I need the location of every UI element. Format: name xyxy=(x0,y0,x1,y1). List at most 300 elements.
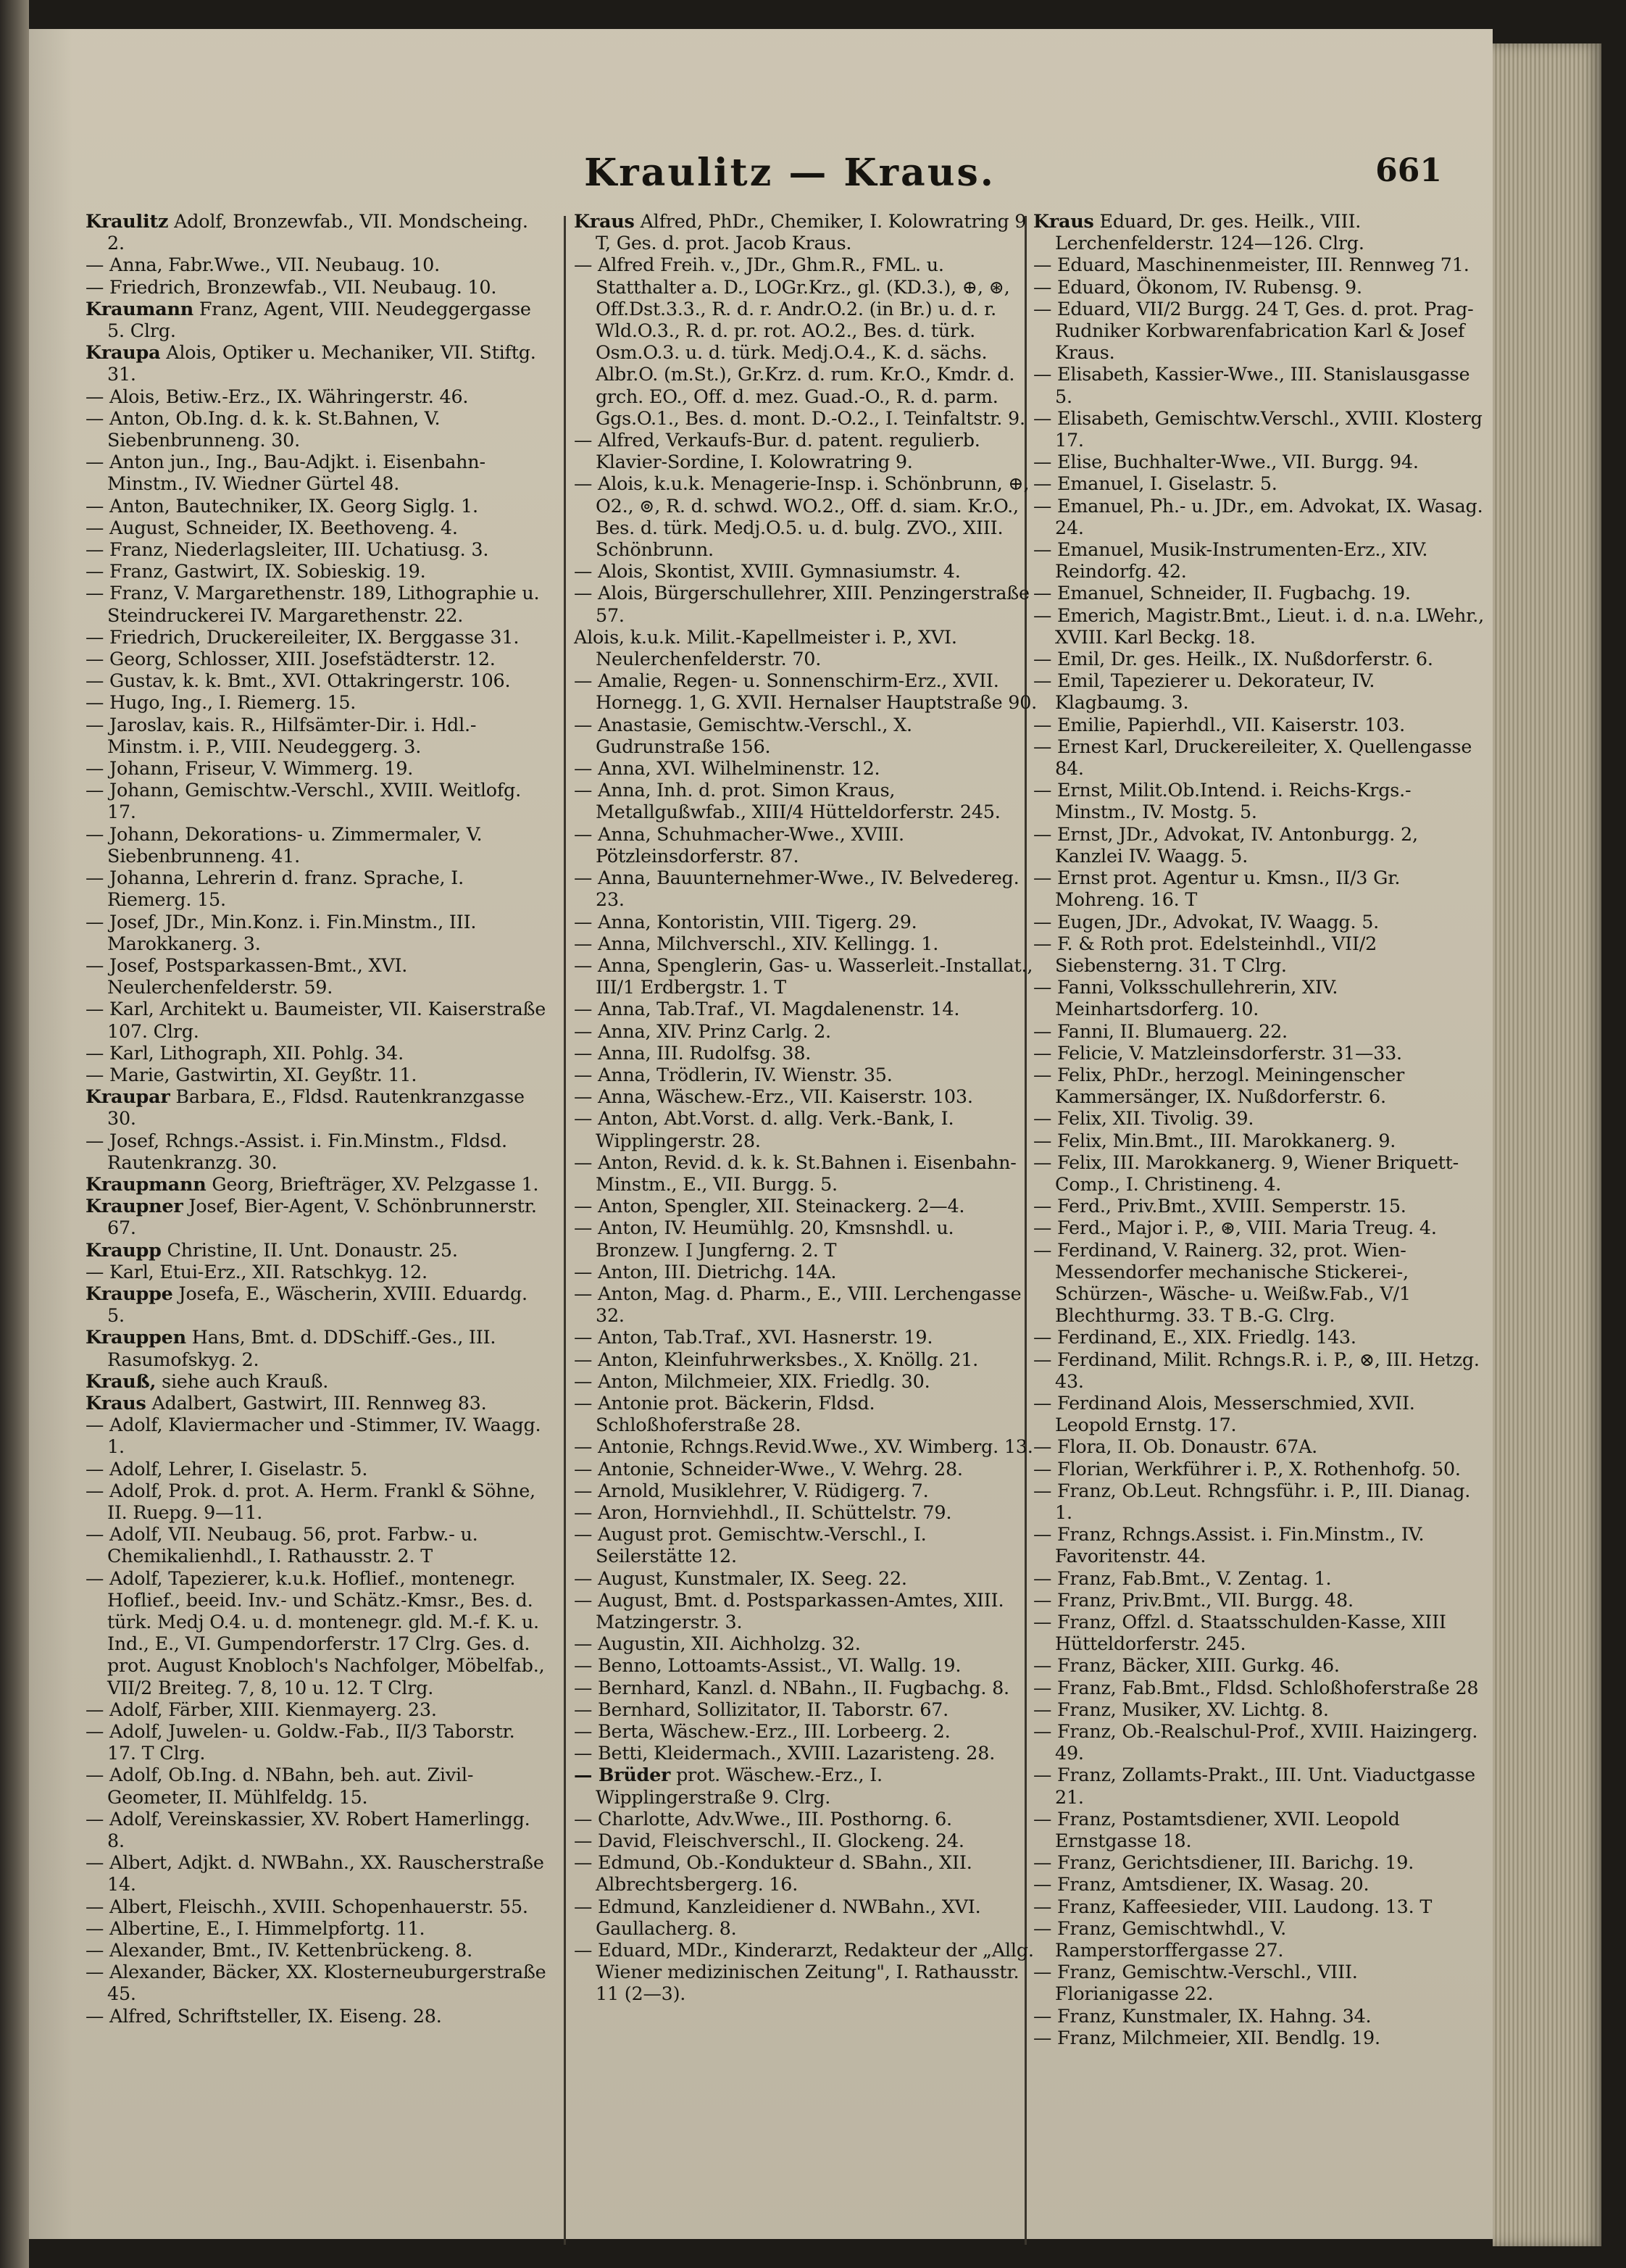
entry-text: — Ferd., Priv.Bmt., XVIII. Semperstr. 15. xyxy=(1033,1195,1406,1217)
directory-entry xyxy=(86,1917,549,1939)
entry-text: — Aron, Hornviehhdl., II. Schüttelstr. 79. xyxy=(574,1501,952,1523)
directory-entry xyxy=(86,1064,549,1085)
directory-entry xyxy=(86,451,549,494)
entry-text: — Edmund, Ob.-Kondukteur d. SBahn., XII. Albrechtsbergerg. 16. xyxy=(574,1851,972,1896)
entry-surname: Krauppen xyxy=(86,1326,186,1348)
entry-text: — Franz, Postamtsdiener, XVII. Leopold Ernstgasse 18. xyxy=(1033,1807,1400,1852)
directory-entry xyxy=(574,210,1038,254)
entry-text: — Emanuel, Ph.- u. JDr., em. Advokat, IX. Wasag. 24. xyxy=(1033,494,1483,538)
directory-entry xyxy=(574,911,1038,933)
directory-entry xyxy=(86,1283,549,1326)
entry-text: — Gustav, k. k. Bmt., XVI. Ottakringerstr. 106. xyxy=(86,670,511,692)
entry-text: — Franz, Offzl. d. Staatsschulden-Kasse, XIII Hütteldorferstr. 245. xyxy=(1033,1611,1446,1655)
directory-entry xyxy=(574,998,1038,1020)
directory-entry xyxy=(1033,582,1485,604)
book-gutter xyxy=(0,0,29,2268)
entry-text: Adalbert, Gastwirt, III. Rennweg 83. xyxy=(146,1391,487,1414)
entry-text: — Johann, Gemischtw.-Verschl., XVIII. Weitlofg. 17. xyxy=(86,779,521,823)
entry-text: — Anton, Revid. d. k. k. St.Bahnen i. Eisenbahn-Minstm., E., VII. Burgg. 5. xyxy=(574,1151,1017,1195)
entry-text: — Adolf, Klaviermacher und -Stimmer, IV. Waagg. 1. xyxy=(86,1414,541,1458)
directory-column-3 xyxy=(1033,210,1485,2048)
entry-text: — Jaroslav, kais. R., Hilfsämter-Dir. i. Hdl.-Minstm. i. P., VIII. Neudeggerg. 3. xyxy=(86,713,477,757)
entry-text: — Ferdinand, E., XIX. Friedlg. 143. xyxy=(1033,1326,1356,1348)
directory-entry xyxy=(574,1042,1038,1064)
directory-entry xyxy=(574,757,1038,779)
entry-text: — Anastasie, Gemischtw.-Verschl., X. Gudrunstraße 156. xyxy=(574,713,912,757)
directory-entry xyxy=(574,254,1038,429)
entry-text: — Anton, IV. Heumühlg. 20, Kmsnshdl. u. Bronzew. I Jungferng. 2. T xyxy=(574,1217,954,1261)
entry-text: — Franz, V. Margarethenstr. 189, Lithographie u. Steindruckerei IV. Margarethenstr. 22. xyxy=(86,582,540,626)
directory-entry xyxy=(1033,254,1485,275)
directory-entry xyxy=(86,1195,549,1238)
entry-text: — Franz, Gemischtw.-Verschl., VIII. Florianigasse 22. xyxy=(1033,1961,1358,2005)
directory-entry xyxy=(1033,2005,1485,2027)
directory-entry xyxy=(574,1107,1038,1151)
entry-text: — Anton, Bautechniker, IX. Georg Siglg. 1. xyxy=(86,494,478,517)
directory-entry xyxy=(1033,1917,1485,1961)
entry-text: — Anna, Kontoristin, VIII. Tigerg. 29. xyxy=(574,910,917,933)
directory-entry xyxy=(1033,1392,1485,1435)
directory-entry xyxy=(86,691,549,713)
directory-entry xyxy=(86,714,549,757)
entry-text: — Anna, Inh. d. prot. Simon Kraus, Metallgußwfab., XIII/4 Hütteldorferstr. 245. xyxy=(574,779,1001,823)
entry-text: — Emanuel, I. Giselastr. 5. xyxy=(1033,472,1277,495)
entry-text: — Georg, Schlosser, XIII. Josefstädterstr. 12. xyxy=(86,648,496,670)
directory-entry xyxy=(86,538,549,560)
entry-text: — Anna, Spenglerin, Gas- u. Wasserleit.-Installat., III/1 Erdbergstr. 1. T xyxy=(574,954,1033,998)
entry-text: — Franz, Gemischtwhdl., V. Ramperstorffergasse 27. xyxy=(1033,1917,1286,1961)
entry-text: — Alois, Skontist, XVIII. Gymnasiumstr. 4. xyxy=(574,560,961,583)
directory-entry xyxy=(574,1742,1038,1764)
directory-entry xyxy=(86,911,549,954)
directory-entry xyxy=(1033,1589,1485,1611)
entry-text: — Anton, Abt.Vorst. d. allg. Verk.-Bank, I. Wipplingerstr. 28. xyxy=(574,1107,954,1151)
entry-text: — Felicie, V. Matzleinsdorferstr. 31—33. xyxy=(1033,1041,1402,1064)
entry-text: — Alexander, Bmt., IV. Kettenbrückeng. 8. xyxy=(86,1939,472,1961)
directory-entry xyxy=(1033,867,1485,910)
directory-entry xyxy=(86,626,549,648)
entry-text: — Adolf, Ob.Ing. d. NBahn, beh. aut. Zivil-Geometer, II. Mühlfeldg. 15. xyxy=(86,1764,474,1808)
directory-entry xyxy=(86,560,549,582)
page-number: 661 xyxy=(1375,152,1442,189)
entry-text: — Antonie, Schneider-Wwe., V. Wehrg. 28. xyxy=(574,1457,963,1480)
entry-text: — Anton, Tab.Traf., XVI. Hasnerstr. 19. xyxy=(574,1326,933,1348)
directory-entry xyxy=(86,298,549,341)
directory-entry xyxy=(1033,1107,1485,1129)
entry-text: — Adolf, Prok. d. prot. A. Herm. Frankl & Söhne, II. Ruepg. 9—11. xyxy=(86,1479,535,1523)
directory-entry xyxy=(86,582,549,625)
directory-entry xyxy=(1033,1326,1485,1348)
directory-entry xyxy=(86,1523,549,1567)
directory-entry xyxy=(86,1567,549,1698)
directory-entry xyxy=(86,254,549,275)
entry-text: — Bernhard, Sollizitator, II. Taborstr. 67. xyxy=(574,1698,949,1720)
directory-entry xyxy=(574,1435,1038,1457)
entry-text: — August prot. Gemischtw.-Verschl., I. Seilerstätte 12. xyxy=(574,1523,927,1567)
entry-surname: Kraus xyxy=(86,1391,146,1414)
entry-text: — Augustin, XII. Aichholzg. 32. xyxy=(574,1633,861,1655)
entry-text: — Anna, XIV. Prinz Carlg. 2. xyxy=(574,1020,831,1042)
directory-entry xyxy=(86,998,549,1041)
directory-entry xyxy=(574,1020,1038,1042)
directory-entry xyxy=(1033,933,1485,976)
entry-text: — Albert, Adjkt. d. NWBahn., XX. Rauscherstraße 14. xyxy=(86,1851,544,1896)
entry-text: — Eduard, Maschinenmeister, III. Rennweg 71. xyxy=(1033,254,1469,276)
entry-text: — Berta, Wäschew.-Erz., III. Lorbeerg. 2. xyxy=(574,1720,951,1743)
directory-entry xyxy=(1033,1195,1485,1217)
directory-entry xyxy=(1033,2027,1485,2048)
entry-text: — Franz, Niederlagsleiter, III. Uchatiusg. 3. xyxy=(86,538,489,561)
entry-text: — Alfred, Schriftsteller, IX. Eiseng. 28. xyxy=(86,2004,442,2027)
entry-text: — Anna, Wäschew.-Erz., VII. Kaiserstr. 103. xyxy=(574,1085,973,1108)
entry-text: — Emanuel, Musik-Instrumenten-Erz., XIV. Reindorfg. 42. xyxy=(1033,538,1428,583)
entry-text: — Elise, Buchhalter-Wwe., VII. Burgg. 94. xyxy=(1033,451,1419,473)
entry-text: — Eduard, VII/2 Burgg. 24 T, Ges. d. prot. Prag-Rudniker Korbwarenfabrication Karl & Josef Kraus. xyxy=(1033,297,1474,364)
directory-entry xyxy=(574,714,1038,757)
directory-entry xyxy=(86,954,549,998)
entry-text: — Charlotte, Adv.Wwe., III. Posthorng. 6. xyxy=(574,1807,952,1830)
entry-text: Barbara, E., Fldsd. Rautenkranzgasse 30. xyxy=(107,1085,525,1130)
directory-entry xyxy=(86,1764,549,1807)
directory-entry xyxy=(86,210,549,254)
directory-entry xyxy=(574,1151,1038,1195)
entry-text: — Franz, Musiker, XV. Lichtg. 8. xyxy=(1033,1698,1329,1720)
directory-entry xyxy=(1033,1808,1485,1851)
directory-entry xyxy=(86,1414,549,1457)
directory-entry xyxy=(574,472,1038,560)
entry-surname: — Brüder xyxy=(574,1764,671,1786)
entry-text: — Felix, XII. Tivolig. 39. xyxy=(1033,1107,1254,1130)
directory-entry xyxy=(1033,1239,1485,1327)
entry-text: — Antonie, Rchngs.Revid.Wwe., XV. Wimberg. 13. xyxy=(574,1435,1033,1458)
entry-text: — Ernst prot. Agentur u. Kmsn., II/3 Gr. Mohreng. 16. T xyxy=(1033,867,1401,911)
directory-entry xyxy=(86,1808,549,1851)
directory-entry xyxy=(1033,1064,1485,1107)
entry-text: — Adolf, Juwelen- u. Goldw.-Fab., II/3 Taborstr. 17. T Clrg. xyxy=(86,1720,515,1764)
directory-entry xyxy=(1033,210,1485,254)
directory-entry xyxy=(574,1085,1038,1107)
directory-entry xyxy=(1033,1698,1485,1720)
entry-text: — Alois, k.u.k. Menagerie-Insp. i. Schönbrunn, ⊕, O2., ⊚, R. d. schwd. WO.2., Off. d. siam. Kr.O., Bes. d. türk. Medj.O.5. u. d. bulg. ZVO., XIII. Schönbrunn. xyxy=(574,472,1030,561)
entry-text: — Felix, Min.Bmt., III. Marokkanerg. 9. xyxy=(1033,1129,1396,1151)
entry-text: — Adolf, Vereinskassier, XV. Robert Hamerlingg. 8. xyxy=(86,1807,530,1852)
directory-entry xyxy=(574,779,1038,822)
entry-text: Adolf, Bronzewfab., VII. Mondscheing. 2. xyxy=(107,210,528,254)
entry-text: siehe auch Krauß. xyxy=(156,1369,329,1392)
directory-entry xyxy=(574,1896,1038,1939)
directory-entry xyxy=(86,757,549,779)
entry-text: — Ferdinand Alois, Messerschmied, XVII. Leopold Ernstg. 17. xyxy=(1033,1391,1415,1436)
entry-text: — Hugo, Ing., I. Riemerg. 15. xyxy=(86,691,357,714)
directory-entry xyxy=(1033,472,1485,494)
entry-surname: Kraulitz xyxy=(86,210,169,232)
directory-entry xyxy=(574,1523,1038,1567)
entry-surname: Kraumann xyxy=(86,297,193,320)
directory-entry xyxy=(574,1501,1038,1523)
directory-entry xyxy=(1033,1130,1485,1151)
directory-entry xyxy=(1033,495,1485,538)
entry-text: — Anton, Milchmeier, XIX. Friedlg. 30. xyxy=(574,1369,930,1392)
entry-text: — Anna, Fabr.Wwe., VII. Neubaug. 10. xyxy=(86,254,441,276)
entry-text: — August, Schneider, IX. Beethoveng. 4. xyxy=(86,516,458,538)
entry-text: — Franz, Amtsdiener, IX. Wasag. 20. xyxy=(1033,1873,1369,1896)
entry-text: — Elisabeth, Kassier-Wwe., III. Stanislausgasse 5. xyxy=(1033,363,1470,407)
directory-entry xyxy=(574,1633,1038,1654)
directory-entry xyxy=(86,1480,549,1523)
entry-text: — Franz, Priv.Bmt., VII. Burgg. 48. xyxy=(1033,1588,1354,1611)
directory-entry xyxy=(574,1217,1038,1260)
directory-entry xyxy=(574,1283,1038,1326)
entry-text: — Anton, Spengler, XII. Steinackerg. 2—4. xyxy=(574,1195,965,1217)
directory-entry xyxy=(86,779,549,822)
directory-entry xyxy=(86,1458,549,1480)
entry-surname: Kraus xyxy=(1033,210,1094,232)
entry-text: — Eduard, MDr., Kinderarzt, Redakteur der „Allg. Wiener medizinischen Zeitung", I. Rathausstr. 11 (2—3). xyxy=(574,1939,1034,2005)
entry-text: — Johann, Dekorations- u. Zimmermaler, V. Siebenbrunneng. 41. xyxy=(86,822,483,867)
directory-entry xyxy=(574,954,1038,998)
entry-surname: Kraus xyxy=(574,210,635,232)
entry-text: — Franz, Gastwirt, IX. Sobieskig. 19. xyxy=(86,560,426,583)
directory-entry xyxy=(1033,1217,1485,1238)
directory-entry xyxy=(574,1458,1038,1480)
entry-surname: Kraupar xyxy=(86,1085,170,1108)
entry-text: — Felix, III. Marokkanerg. 9, Wiener Briquett-Comp., I. Christineng. 4. xyxy=(1033,1151,1459,1195)
entry-text: Eduard, Dr. ges. Heilk., VIII. Lerchenfelderstr. 124—126. Clrg. xyxy=(1055,210,1364,254)
directory-entry xyxy=(1033,1480,1485,1523)
directory-entry xyxy=(86,823,549,867)
directory-entry xyxy=(86,1939,549,1961)
entry-text: — Karl, Lithograph, XII. Pohlg. 34. xyxy=(86,1041,404,1064)
directory-column-1 xyxy=(86,210,549,2027)
directory-entry xyxy=(86,517,549,538)
entry-text: — Emil, Dr. ges. Heilk., IX. Nußdorferstr. 6. xyxy=(1033,648,1433,670)
entry-text: — Eugen, JDr., Advokat, IV. Waagg. 5. xyxy=(1033,910,1380,933)
entry-text: — Adolf, Tapezierer, k.u.k. Hoflief., montenegr. Hoflief., beeid. Inv.- und Schätz.-Kmsr., Bes. d. türk. Medj O.4. u. d. montenegr. gld. M.-f. K. u. Ind., E., VI. Gumpendorferstr. 17 Clrg. Ges. d. prot. August Knobloch's Nachfolger, Möbelfab., VII/2 Breiteg. 7, 8, 10 u. 12. T Clrg. xyxy=(86,1567,545,1698)
entry-text: — Friedrich, Bronzewfab., VII. Neubaug. 10. xyxy=(86,275,497,298)
entry-text: — Anna, Tab.Traf., VI. Magdalenenstr. 14. xyxy=(574,998,960,1020)
directory-entry xyxy=(1033,451,1485,472)
directory-entry xyxy=(86,1896,549,1917)
entry-text: — Albert, Fleischh., XVIII. Schopenhauerstr. 55. xyxy=(86,1895,528,1917)
entry-surname: Kraupa xyxy=(86,341,161,364)
directory-entry xyxy=(86,495,549,517)
entry-text: — Franz, Gerichtsdiener, III. Barichg. 19. xyxy=(1033,1851,1414,1874)
entry-text: — August, Bmt. d. Postsparkassen-Amtes, XIII. Matzingerstr. 3. xyxy=(574,1588,1004,1633)
directory-entry xyxy=(1033,823,1485,867)
directory-entry xyxy=(86,385,549,407)
directory-entry xyxy=(86,670,549,691)
page-header xyxy=(29,122,1493,195)
entry-text: — Amalie, Regen- u. Sonnenschirm-Erz., XVII. Hornegg. 1, G. XVII. Hernalser Hauptstraße 90. xyxy=(574,670,1038,714)
entry-text: — Adolf, Färber, XIII. Kienmayerg. 23. xyxy=(86,1698,437,1720)
directory-entry xyxy=(574,1764,1038,1807)
directory-entry xyxy=(574,1370,1038,1392)
directory-entry xyxy=(574,823,1038,867)
directory-entry xyxy=(86,1326,549,1369)
directory-entry xyxy=(574,1720,1038,1742)
directory-column-2 xyxy=(574,210,1038,2005)
entry-text: — Franz, Zollamts-Prakt., III. Unt. Viaductgasse 21. xyxy=(1033,1764,1475,1808)
directory-entry xyxy=(86,341,549,385)
entry-text: — Karl, Etui-Erz., XII. Ratschkyg. 12. xyxy=(86,1260,428,1283)
entry-text: — Josef, Rchngs.-Assist. i. Fin.Minstm., Fldsd. Rautenkranzg. 30. xyxy=(86,1129,507,1173)
column-divider xyxy=(564,216,566,2245)
entry-text: — Ferdinand, V. Rainerg. 32, prot. Wien-Messendorfer mechanische Stickerei-, Schürzen-, Wäsche- u. Weißw.Fab., V/1 Blechthurmg. 33. T B.-G. Clrg. xyxy=(1033,1238,1411,1327)
entry-text: — Johann, Friseur, V. Wimmerg. 19. xyxy=(86,757,414,780)
directory-entry xyxy=(1033,1523,1485,1567)
entry-text: — Alfred, Verkaufs-Bur. d. patent. regulierb. Klavier-Sordine, I. Kolowratring 9. xyxy=(574,429,980,473)
entry-text: — Albertine, E., I. Himmelpfortg. 11. xyxy=(86,1917,425,1939)
directory-entry xyxy=(86,1239,549,1261)
entry-text: — Franz, Kaffeesieder, VIII. Laudong. 13. T xyxy=(1033,1895,1433,1917)
entry-text: — Emerich, Magistr.Bmt., Lieut. i. d. n.a. LWehr., XVIII. Karl Beckg. 18. xyxy=(1033,604,1484,648)
entry-text: — Alois, Betiw.-Erz., IX. Währingerstr. 46. xyxy=(86,385,469,407)
entry-text: — Anton jun., Ing., Bau-Adjkt. i. Eisenbahn-Minstm., IV. Wiedner Gürtel 48. xyxy=(86,451,485,495)
entry-text: — Ernst, Milit.Ob.Intend. i. Reichs-Krgs.-Minstm., IV. Mostg. 5. xyxy=(1033,779,1412,823)
directory-entry xyxy=(1033,735,1485,779)
directory-entry xyxy=(1033,1151,1485,1195)
directory-entry xyxy=(574,1480,1038,1501)
directory-entry xyxy=(1033,298,1485,364)
directory-entry xyxy=(1033,648,1485,670)
entry-text: — Franz, Kunstmaler, IX. Hahng. 34. xyxy=(1033,2004,1372,2027)
directory-entry xyxy=(86,648,549,670)
directory-entry xyxy=(86,1042,549,1064)
directory-entry xyxy=(86,1085,549,1129)
entry-text: — Betti, Kleidermach., XVIII. Lazaristeng. 28. xyxy=(574,1742,996,1764)
directory-entry xyxy=(86,1720,549,1764)
entry-surname: Krauß, xyxy=(86,1369,157,1392)
entry-text: — Bernhard, Kanzl. d. NBahn., II. Fugbachg. 8. xyxy=(574,1676,1009,1698)
directory-entry xyxy=(86,1130,549,1173)
entry-text: — Emilie, Papierhdl., VII. Kaiserstr. 103. xyxy=(1033,713,1405,735)
entry-text: — Franz, Ob.Leut. Rchngsführ. i. P., III. Dianag. 1. xyxy=(1033,1479,1471,1523)
entry-text: — F. & Roth prot. Edelsteinhdl., VII/2 Siebensterng. 31. T Clrg. xyxy=(1033,932,1377,976)
entry-text: — Eduard, Ökonom, IV. Rubensg. 9. xyxy=(1033,275,1362,298)
directory-entry xyxy=(574,626,1038,670)
directory-entry xyxy=(574,560,1038,582)
directory-entry xyxy=(574,1677,1038,1698)
entry-text: Alois, Optiker u. Mechaniker, VII. Stiftg. 31. xyxy=(107,341,536,385)
directory-entry xyxy=(1033,1851,1485,1873)
directory-entry xyxy=(574,1261,1038,1283)
entry-text: — Arnold, Musiklehrer, V. Rüdigerg. 7. xyxy=(574,1479,929,1501)
entry-text: — Fanni, Volksschullehrerin, XIV. Meinhartsdorferg. 10. xyxy=(1033,976,1338,1020)
entry-text: — Alfred Freih. v., JDr., Ghm.R., FML. u. Statthalter a. D., LOGr.Krz., gl. (KD.3.), ⊕, ⊛, Off.Dst.3.3., R. d. r. Andr.O.2. (in Br.) u. d. r. Wld.O.3., R. d. pr. rot. AO.2., Bes. d. türk. Osm.O.3. u. d. türk. Medj.O.4., K. d. sächs. Albr.O. (m.St.), Gr.Krz. d. rum. Kr.O., Kmdr. d. grch. EO., Off. d. mez. Guad.-O., R. d. parm. Ggs.O.1., Bes. d. mont. D.-O.2., I. Teinfaltstr. 9. xyxy=(574,254,1025,429)
entry-text: — Emil, Tapezierer u. Dekorateur, IV. Klagbaumg. 3. xyxy=(1033,670,1375,714)
entry-text: — Franz, Fab.Bmt., Fldsd. Schloßhoferstraße 28 xyxy=(1033,1676,1479,1698)
directory-entry xyxy=(86,1370,549,1392)
entry-text: — Josef, Postsparkassen-Bmt., XVI. Neulerchenfelderstr. 59. xyxy=(86,954,408,998)
entry-text: — Anna, III. Rudolfsg. 38. xyxy=(574,1041,812,1064)
entry-text: — Johanna, Lehrerin d. franz. Sprache, I. Riemerg. 15. xyxy=(86,867,464,911)
entry-text: — Anton, Mag. d. Pharm., E., VIII. Lerchengasse 32. xyxy=(574,1282,1022,1327)
entry-text: — Anton, Ob.Ing. d. k. k. St.Bahnen, V. Siebenbrunneng. 30. xyxy=(86,407,441,451)
directory-entry xyxy=(574,867,1038,910)
directory-page xyxy=(29,29,1493,2239)
directory-entry xyxy=(86,1851,549,1895)
entry-text: — Franz, Rchngs.Assist. i. Fin.Minstm., IV. Favoritenstr. 44. xyxy=(1033,1523,1425,1567)
entry-text: Alois, k.u.k. Milit.-Kapellmeister i. P., XVI. Neulerchenfelderstr. 70. xyxy=(574,625,957,670)
entry-text: Alfred, PhDr., Chemiker, I. Kolowratring 9 T, Ges. d. prot. Jacob Kraus. xyxy=(596,210,1027,254)
entry-text: Franz, Agent, VIII. Neudeggergasse 5. Clrg. xyxy=(107,297,531,342)
entry-text: — Anna, XVI. Wilhelminenstr. 12. xyxy=(574,757,880,780)
entry-text: — Elisabeth, Gemischtw.Verschl., XVIII. Klosterg 17. xyxy=(1033,407,1483,451)
entry-text: — David, Fleischverschl., II. Glockeng. 24. xyxy=(574,1830,964,1852)
directory-entry xyxy=(574,1567,1038,1589)
directory-entry xyxy=(1033,1873,1485,1895)
entry-text: — Adolf, Lehrer, I. Giselastr. 5. xyxy=(86,1457,368,1480)
directory-entry xyxy=(1033,1042,1485,1064)
entry-text: — Anton, Kleinfuhrwerksbes., X. Knöllg. 21. xyxy=(574,1348,979,1370)
directory-entry xyxy=(1033,1961,1485,2004)
entry-text: — Ernst, JDr., Advokat, IV. Antonburgg. 2, Kanzlei IV. Waagg. 5. xyxy=(1033,822,1418,867)
entry-text: — Adolf, VII. Neubaug. 56, prot. Farbw.- u. Chemikalienhdl., I. Rathausstr. 2. T xyxy=(86,1523,478,1567)
directory-entry xyxy=(1033,604,1485,648)
directory-entry xyxy=(1033,1348,1485,1392)
directory-entry xyxy=(574,1851,1038,1895)
directory-entry xyxy=(574,1830,1038,1851)
entry-text: Josefa, E., Wäscherin, XVIII. Eduardg. 5. xyxy=(107,1282,528,1327)
entry-text: — Karl, Architekt u. Baumeister, VII. Kaiserstraße 107. Clrg. xyxy=(86,998,546,1042)
directory-entry xyxy=(86,1961,549,2004)
entry-text: — Felix, PhDr., herzogl. Meiningenscher Kammersänger, IX. Nußdorferstr. 6. xyxy=(1033,1063,1405,1108)
directory-entry xyxy=(1033,363,1485,407)
directory-entry xyxy=(1033,1435,1485,1457)
directory-entry xyxy=(574,1326,1038,1348)
directory-entry xyxy=(1033,1654,1485,1676)
entry-surname: Kraupp xyxy=(86,1238,162,1261)
directory-entry xyxy=(574,1698,1038,1720)
entry-text: Georg, Briefträger, XV. Pelzgasse 1. xyxy=(206,1172,539,1195)
directory-entry xyxy=(574,1348,1038,1370)
entry-text: Christine, II. Unt. Donaustr. 25. xyxy=(161,1238,458,1261)
directory-entry xyxy=(86,2005,549,2027)
directory-entry xyxy=(574,1392,1038,1435)
entry-text: — August, Kunstmaler, IX. Seeg. 22. xyxy=(574,1567,907,1589)
directory-entry xyxy=(1033,1720,1485,1764)
entry-text: — Ernest Karl, Druckereileiter, X. Quellengasse 84. xyxy=(1033,735,1472,780)
directory-entry xyxy=(86,1392,549,1414)
directory-entry xyxy=(574,1654,1038,1676)
directory-entry xyxy=(574,1195,1038,1217)
directory-entry xyxy=(86,867,549,910)
entry-text: — Friedrich, Druckereileiter, IX. Berggasse 31. xyxy=(86,625,520,648)
directory-entry xyxy=(1033,1764,1485,1807)
directory-entry xyxy=(1033,1458,1485,1480)
entry-text: — Benno, Lottoamts-Assist., VI. Wallg. 19. xyxy=(574,1654,962,1677)
directory-entry xyxy=(574,670,1038,713)
entry-surname: Krauppe xyxy=(86,1282,173,1304)
directory-entry xyxy=(1033,276,1485,298)
directory-entry xyxy=(86,1698,549,1720)
entry-text: — Alois, Bürgerschullehrer, XIII. Penzingerstraße 57. xyxy=(574,582,1030,626)
entry-text: — Marie, Gastwirtin, XI. Geyßtr. 11. xyxy=(86,1063,417,1085)
entry-text: — Edmund, Kanzleidiener d. NWBahn., XVI. Gaullacherg. 8. xyxy=(574,1895,981,1939)
entry-surname: Kraupmann xyxy=(86,1172,207,1195)
entry-text: Hans, Bmt. d. DDSchiff.-Ges., III. Rasumofskyg. 2. xyxy=(107,1326,496,1370)
directory-entry xyxy=(1033,407,1485,451)
entry-text: — Florian, Werkführer i. P., X. Rothenhofg. 50. xyxy=(1033,1457,1461,1480)
entry-text: — Antonie prot. Bäckerin, Fldsd. Schloßhoferstraße 28. xyxy=(574,1391,875,1436)
directory-entry xyxy=(574,1939,1038,2005)
directory-entry xyxy=(1033,538,1485,582)
directory-entry xyxy=(1033,1896,1485,1917)
directory-entry xyxy=(1033,911,1485,933)
directory-entry xyxy=(1033,1020,1485,1042)
directory-entry xyxy=(1033,779,1485,822)
directory-entry xyxy=(86,1261,549,1283)
